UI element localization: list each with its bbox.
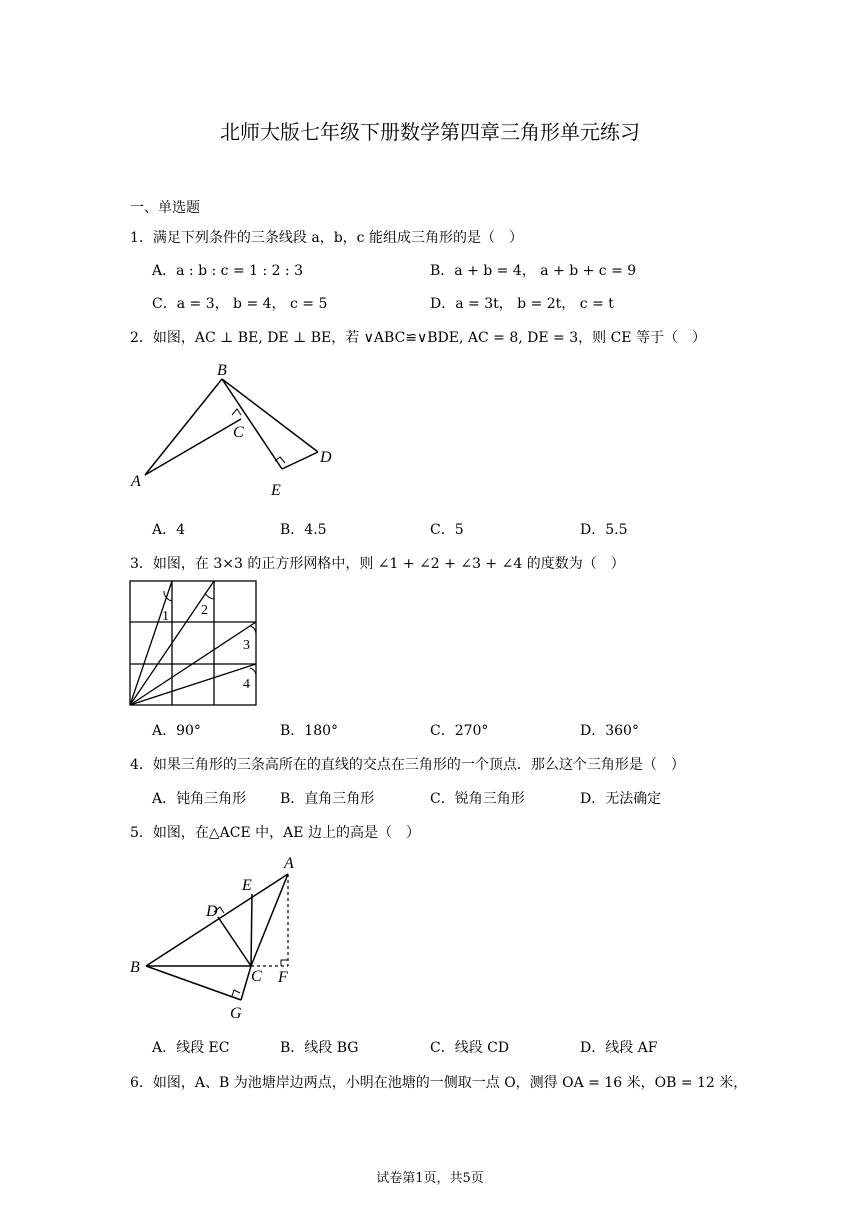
question-4-option-d: D．无法确定 (580, 791, 662, 807)
question-3-stem: 3．如图，在 3×3 的正方形网格中，则 ∠1 + ∠2 + ∠3 + ∠4 的度数为（ ） (130, 556, 625, 572)
q5-label-a: A (284, 855, 294, 872)
question-5-option-d: D．线段 AF (580, 1040, 658, 1056)
q3-angle-1: 1 (162, 609, 169, 624)
q5-label-e: E (242, 877, 252, 894)
question-5-option-c: C．线段 CD (430, 1040, 510, 1056)
question-2-option-c: C．5 (430, 522, 464, 538)
q2-label-a: A (131, 473, 141, 490)
question-5-figure (126, 850, 316, 1025)
question-4-option-a: A．钝角三角形 (152, 791, 247, 807)
page-title: 北师大版七年级下册数学第四章三角形单元练习 (220, 120, 640, 144)
q5-label-f: F (278, 969, 288, 986)
question-6-stem: 6．如图，A、B 为池塘岸边两点，小明在池塘的一侧取一点 O，测得 OA = 16 米，OB = 12 米， (130, 1075, 748, 1091)
question-1-option-d: D．a = 3t， b = 2t， c = t (430, 296, 614, 312)
q3-angle-3: 3 (243, 638, 250, 653)
question-1-option-b: B．a + b = 4， a + b + c = 9 (430, 263, 637, 279)
question-1-option-c: C．a = 3， b = 4， c = 5 (152, 296, 328, 312)
question-4-option-c: C．锐角三角形 (430, 791, 525, 807)
question-5-option-b: B．线段 BG (280, 1040, 359, 1056)
section-heading: 一、单选题 (130, 200, 200, 216)
q2-label-c: C (233, 424, 244, 441)
question-3-option-d: D．360° (580, 723, 639, 739)
question-3-figure (128, 579, 260, 709)
question-4-stem: 4．如果三角形的三条高所在的直线的交点在三角形的一个顶点．那么这个三角形是（ ） (130, 757, 685, 773)
q5-label-b: B (130, 959, 140, 976)
question-3-option-b: B．180° (280, 723, 339, 739)
question-5-option-a: A．线段 EC (152, 1040, 230, 1056)
q2-label-b: B (217, 362, 227, 379)
question-2-option-b: B．4.5 (280, 522, 327, 538)
q2-label-d: D (320, 449, 332, 466)
q5-label-c: C (251, 968, 262, 985)
question-3-option-c: C．270° (430, 723, 489, 739)
question-3-option-a: A．90° (152, 723, 201, 739)
question-4-option-b: B．直角三角形 (280, 791, 375, 807)
q3-angle-2: 2 (201, 603, 208, 618)
q5-label-d: D (206, 903, 218, 920)
question-5-stem: 5．如图，在△ACE 中，AE 边上的高是（ ） (130, 825, 420, 841)
question-1-stem: 1．满足下列条件的三条线段 a，b，c 能组成三角形的是（ ） (130, 230, 523, 246)
question-1-option-a: A．a : b : c = 1 : 2 : 3 (152, 263, 304, 279)
page-footer: 试卷第1页，共5页 (376, 1171, 484, 1186)
question-2-option-d: D．5.5 (580, 522, 628, 538)
question-2-figure (125, 355, 355, 505)
question-2-stem: 2．如图，AC ⊥ BE, DE ⊥ BE，若 ∨ABC≌∨BDE, AC = 8, DE = 3，则 CE 等于（ ） (130, 330, 706, 346)
q2-label-e: E (271, 482, 281, 499)
question-2-option-a: A．4 (152, 522, 186, 538)
q3-angle-4: 4 (243, 677, 250, 692)
q5-label-g: G (230, 1005, 242, 1022)
